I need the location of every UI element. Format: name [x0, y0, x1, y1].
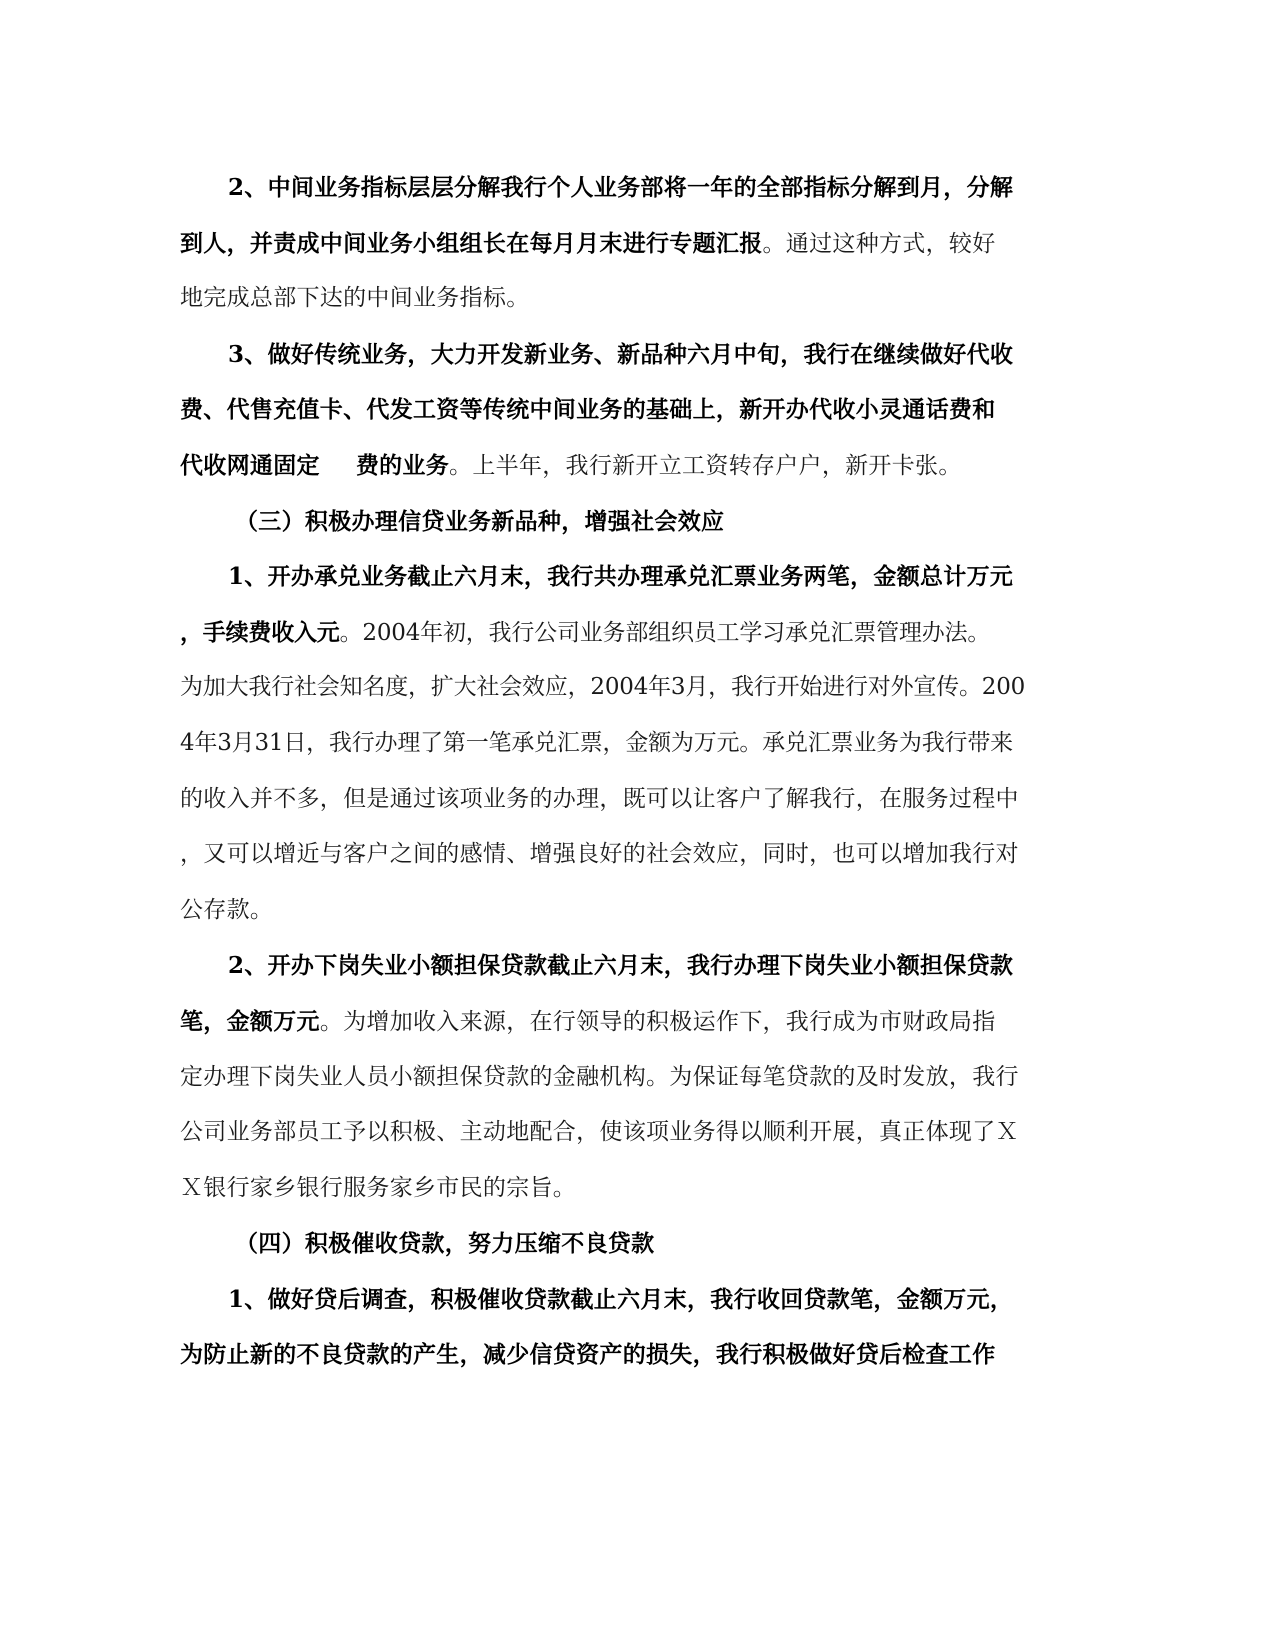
text-line	[180, 883, 1040, 939]
body-text: 的收入并不多，但是通过该项业务的办理，既可以让客户了解我行，在服务过程中	[180, 785, 1019, 812]
text-line	[180, 1327, 1040, 1383]
bold-text: 2、中间业务指标层层分解我行个人业务部将一年的全部指标分解到月，分解	[228, 174, 1014, 201]
body-text: 。上半年，我行新开立工资转存户户，新开卡张。	[449, 452, 962, 479]
body-text: 。通过这种方式，较好	[762, 230, 996, 257]
text-line	[180, 716, 1040, 772]
text-line	[180, 327, 1040, 383]
text-line	[180, 271, 1040, 327]
bold-text: 代收网通固定	[180, 451, 320, 479]
text-line	[180, 605, 1040, 661]
body-text: ，又可以增近与客户之间的感情、增强良好的社会效应，同时，也可以增加我行对	[180, 841, 1019, 868]
text-line	[180, 1050, 1040, 1106]
text-line	[180, 1161, 1040, 1217]
bold-text: ，手续费收入元	[180, 618, 340, 646]
bold-text: 到人，并责成中间业务小组组长在每月月末进行专题汇报	[180, 229, 763, 257]
body-text: 地完成总部下达的中间业务指标。	[180, 285, 530, 312]
heading-text: （四）积极催收贷款，努力压缩不良贷款	[235, 1230, 655, 1258]
heading-text: （三）积极办理信贷业务新品种，增强社会效应	[235, 507, 725, 535]
bold-text: 1、开办承兑业务截止六月末，我行共办理承兑汇票业务两笔，金额总计万元	[228, 563, 1014, 591]
body-text: 4年3月31日，我行办理了第一笔承兑汇票，金额为万元。承兑汇票业务为我行带来	[180, 729, 1013, 756]
bold-text: 为防止新的不良贷款的产生，减少信贷资产的损失，我行积极做好贷后检查工作	[180, 1341, 996, 1369]
text-line	[180, 549, 1040, 605]
text-line	[180, 1105, 1040, 1161]
document-page	[180, 160, 1040, 1383]
bold-text: 笔，金额万元	[180, 1007, 320, 1035]
body-text: 公司业务部员工予以积极、主动地配合，使该项业务得以顺利开展，真正体现了Ｘ	[180, 1119, 1019, 1146]
bold-text: 1、做好贷后调查，积极催收贷款截止六月末，我行收回贷款笔，金额万元，	[228, 1285, 1014, 1313]
body-text: 。为增加收入来源，在行领导的积极运作下，我行成为市财政局指	[319, 1008, 996, 1035]
bold-text: 2、开办下岗失业小额担保贷款截止六月末，我行办理下岗失业小额担保贷款	[228, 952, 1014, 980]
section-heading	[180, 1216, 1040, 1272]
text-line	[180, 827, 1040, 883]
body-text: 公存款。	[180, 896, 274, 923]
text-line	[180, 660, 1040, 716]
body-text: 定办理下岗失业人员小额担保贷款的金融机构。为保证每笔贷款的及时发放，我行	[180, 1063, 1019, 1090]
text-line	[180, 1272, 1040, 1328]
text-line	[180, 438, 1040, 494]
bold-text: 费、代售充值卡、代发工资等传统中间业务的基础上，新开办代收小灵通话费和	[180, 396, 996, 424]
text-line	[180, 772, 1040, 828]
text-line	[180, 382, 1040, 438]
text-line	[180, 160, 1040, 216]
text-line	[180, 216, 1040, 272]
bold-text: 费的业务	[355, 451, 450, 479]
text-line	[180, 994, 1040, 1050]
section-heading	[180, 494, 1040, 550]
text-line	[180, 938, 1040, 994]
body-text: Ｘ银行家乡银行服务家乡市民的宗旨。	[180, 1174, 577, 1201]
body-text: 。2004年初，我行公司业务部组织员工学习承兑汇票管理办法。	[339, 619, 991, 646]
body-text: 为加大我行社会知名度，扩大社会效应，2004年3月，我行开始进行对外宣传。200	[180, 674, 1026, 701]
bold-text: 3、做好传统业务，大力开发新业务、新品种六月中旬，我行在继续做好代收	[228, 340, 1014, 368]
